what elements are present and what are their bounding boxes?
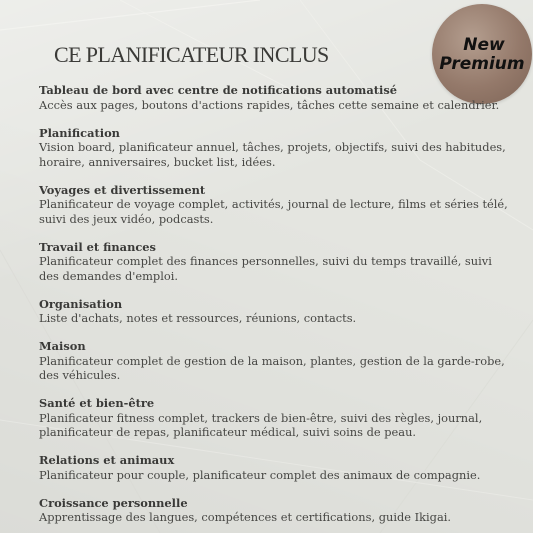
section-heading: Croissance personnelle [39,495,188,510]
section-planification [39,126,509,170]
section-travail [39,240,509,284]
section-voyages [39,183,509,227]
section-body: Accès aux pages, boutons d'actions rapides, tâches cette semaine et calendrier. [39,97,500,112]
section-body: Vision board, planificateur annuel, tâches, projets, objectifs, suivi des habitudes, horaire, anniversaires, bucket list, idées. [39,140,506,169]
section-body: Planificateur complet de gestion de la maison, plantes, gestion de la garde-robe, des véhicules. [39,353,505,382]
section-maison [39,339,509,383]
features-list [39,83,509,533]
section-heading: Planification [39,125,120,140]
section-body: Liste d'achats, notes et ressources, réunions, contacts. [39,311,357,325]
section-heading: Organisation [39,296,123,311]
section-heading: Santé et bien-être [39,396,155,410]
section-croissance [39,496,509,525]
section-body: Planificateur fitness complet, trackers de bien-être, suivi des règles, journal, planificateur de repas, planificateur médical, suivi soins de peau. [39,410,483,439]
section-organisation [39,297,509,326]
section-heading: Maison [39,339,86,353]
badge-line-premium: Premium [439,54,525,74]
section-body: Planificateur pour couple, planificateur complet des animaux de compagnie. [39,467,481,482]
section-heading: Travail et finances [39,239,156,254]
section-relations [39,453,509,482]
section-body: Apprentissage des langues, compétences et certifications, guide Ikigai. [39,510,452,524]
page-title: CE PLANIFICATEUR INCLUS [54,42,329,67]
section-dashboard [39,83,509,112]
section-sante [39,396,509,440]
section-heading: Relations et animaux [39,453,175,467]
section-body: Planificateur complet des finances personnelles, suivi du temps travaillé, suivi des demandes d'emploi. [39,254,492,283]
badge-line-new: New [463,35,505,55]
section-heading: Tableau de bord avec centre de notifications automatisé [39,83,397,97]
section-body: Planificateur de voyage complet, activités, journal de lecture, films et séries télé, suivi des jeux vidéo, podcasts. [39,197,508,226]
section-heading: Voyages et divertissement [39,182,206,197]
